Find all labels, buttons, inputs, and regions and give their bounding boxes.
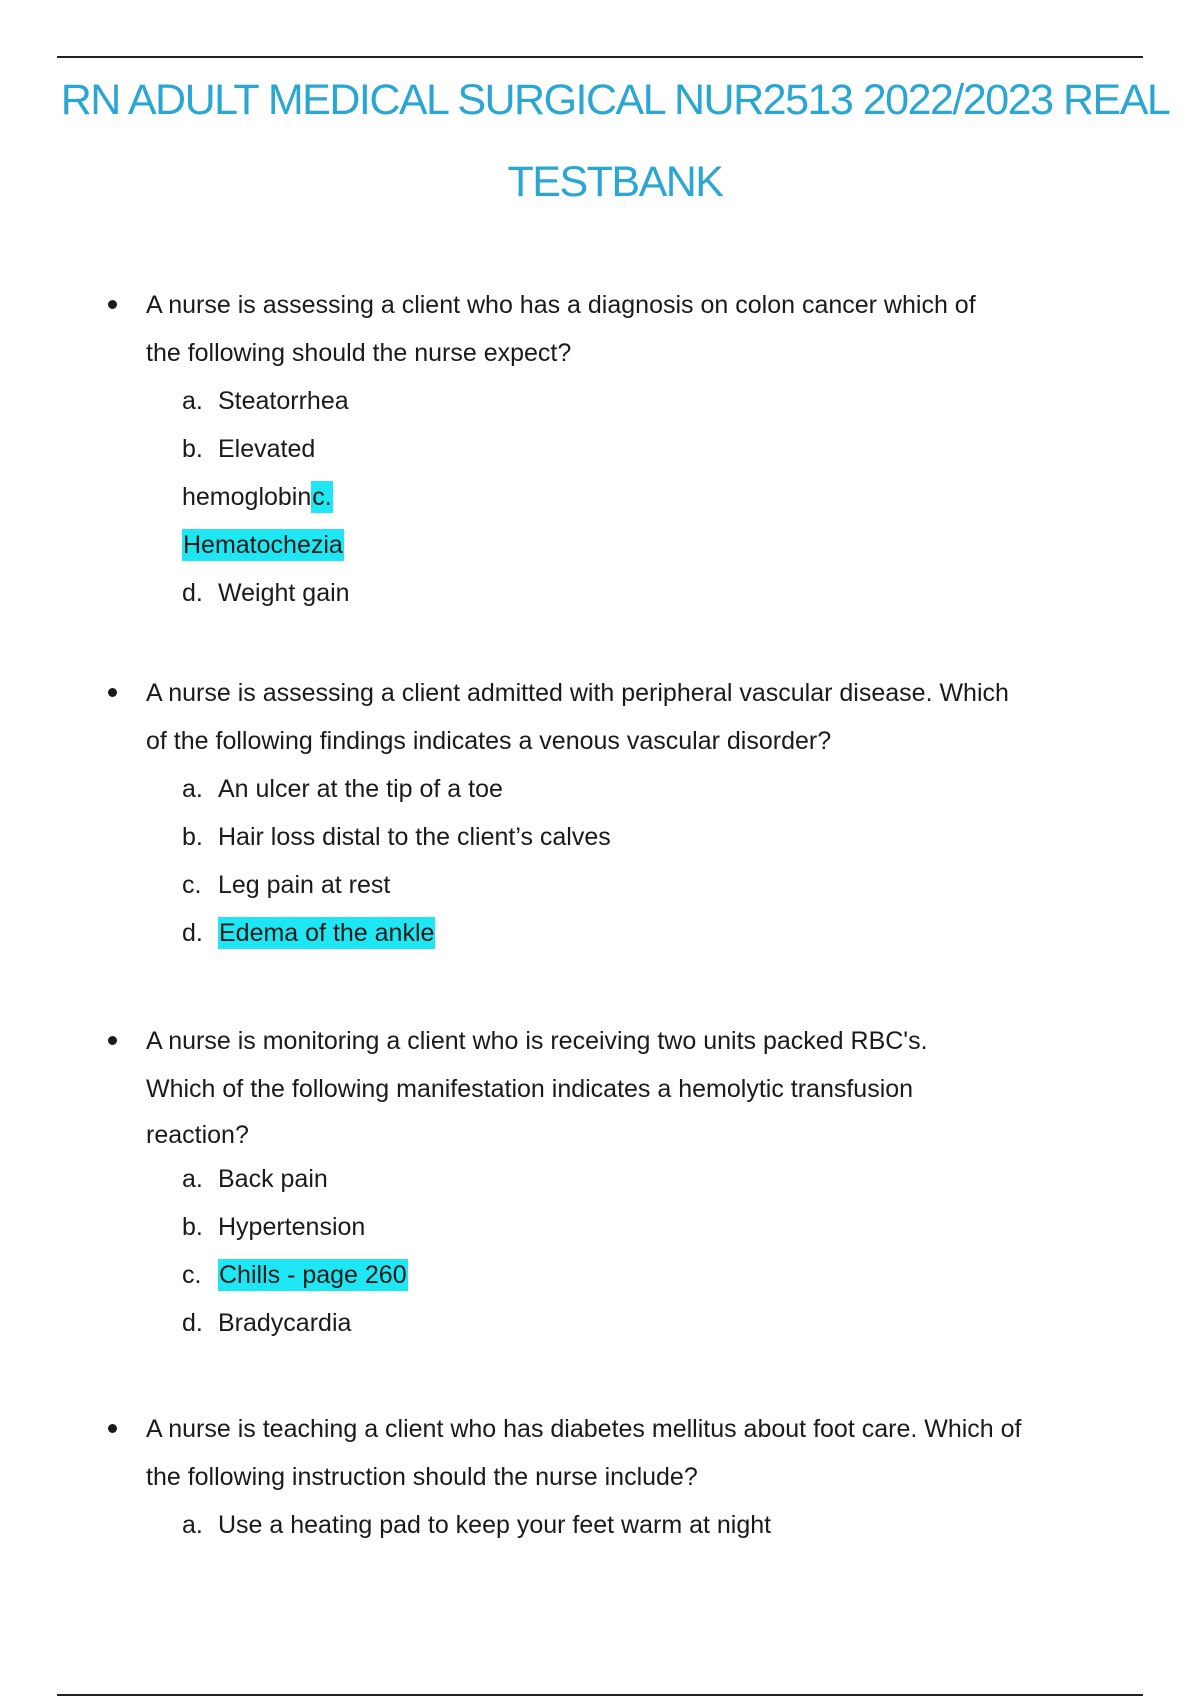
option-d <box>182 579 350 608</box>
document-title-line-2: TESTBANK <box>507 158 723 206</box>
option-a <box>182 1165 328 1194</box>
option-letter: b. <box>182 435 203 463</box>
document-title-line-1: RN ADULT MEDICAL SURGICAL NUR2513 2022/2023 REAL <box>60 76 1170 124</box>
option-b-wrap <box>182 483 333 512</box>
bullet-icon <box>108 688 117 697</box>
bullet-icon <box>108 300 117 309</box>
option-a <box>182 387 349 416</box>
option-letter: a. <box>182 1511 203 1539</box>
option-text: Hypertension <box>218 1213 366 1241</box>
option-c-highlighted <box>182 531 344 560</box>
option-letter: d. <box>182 579 203 607</box>
option-a <box>182 775 503 804</box>
question-text-line: A nurse is assessing a client admitted with peripheral vascular disease. Which <box>146 679 1009 707</box>
option-b <box>182 435 315 464</box>
option-b <box>182 1213 365 1242</box>
option-a <box>182 1511 771 1540</box>
highlighted-answer-letter: c. <box>312 483 332 511</box>
highlighted-answer-text: Chills - page 260 <box>219 1261 407 1289</box>
question-text-line: reaction? <box>146 1121 249 1149</box>
option-text-continued: hemoglobin <box>182 483 312 511</box>
option-letter: a. <box>182 775 203 803</box>
option-letter: c. <box>182 1261 202 1289</box>
bullet-icon <box>108 1036 117 1045</box>
top-rule <box>57 56 1143 58</box>
option-letter: d. <box>182 919 203 947</box>
option-c-highlighted <box>182 1261 408 1290</box>
question-text-line: Which of the following manifestation indicates a hemolytic transfusion <box>146 1075 914 1103</box>
option-text: Elevated <box>218 435 316 463</box>
option-c <box>182 871 390 900</box>
question-text-line: of the following findings indicates a venous vascular disorder? <box>146 727 832 755</box>
option-letter: d. <box>182 1309 203 1337</box>
question-text-line: A nurse is monitoring a client who is receiving two units packed RBC's. <box>146 1027 928 1055</box>
option-text: Leg pain at rest <box>218 871 391 899</box>
question-text-line: the following should the nurse expect? <box>146 339 572 367</box>
question-text-line: the following instruction should the nurse include? <box>146 1463 698 1491</box>
option-letter: b. <box>182 823 203 851</box>
option-text: Use a heating pad to keep your feet warm at night <box>218 1511 772 1539</box>
option-letter: b. <box>182 1213 203 1241</box>
option-d <box>182 1309 351 1338</box>
option-text: Weight gain <box>218 579 350 607</box>
option-letter: c. <box>182 871 202 899</box>
highlighted-answer-text: Edema of the ankle <box>219 919 435 947</box>
option-text: Hair loss distal to the client’s calves <box>218 823 611 851</box>
highlighted-answer-text: Hematochezia <box>183 531 343 559</box>
option-letter: a. <box>182 1165 203 1193</box>
option-text: An ulcer at the tip of a toe <box>218 775 503 803</box>
option-text: Bradycardia <box>218 1309 352 1337</box>
option-b <box>182 823 611 852</box>
option-d-highlighted <box>182 919 435 948</box>
option-letter: a. <box>182 387 203 415</box>
question-text-line: A nurse is teaching a client who has diabetes mellitus about foot care. Which of <box>146 1415 1022 1443</box>
question-text-line: A nurse is assessing a client who has a diagnosis on colon cancer which of <box>146 291 976 319</box>
option-text: Back pain <box>218 1165 328 1193</box>
option-text: Steatorrhea <box>218 387 349 415</box>
bullet-icon <box>108 1424 117 1433</box>
bottom-rule <box>57 1694 1143 1696</box>
